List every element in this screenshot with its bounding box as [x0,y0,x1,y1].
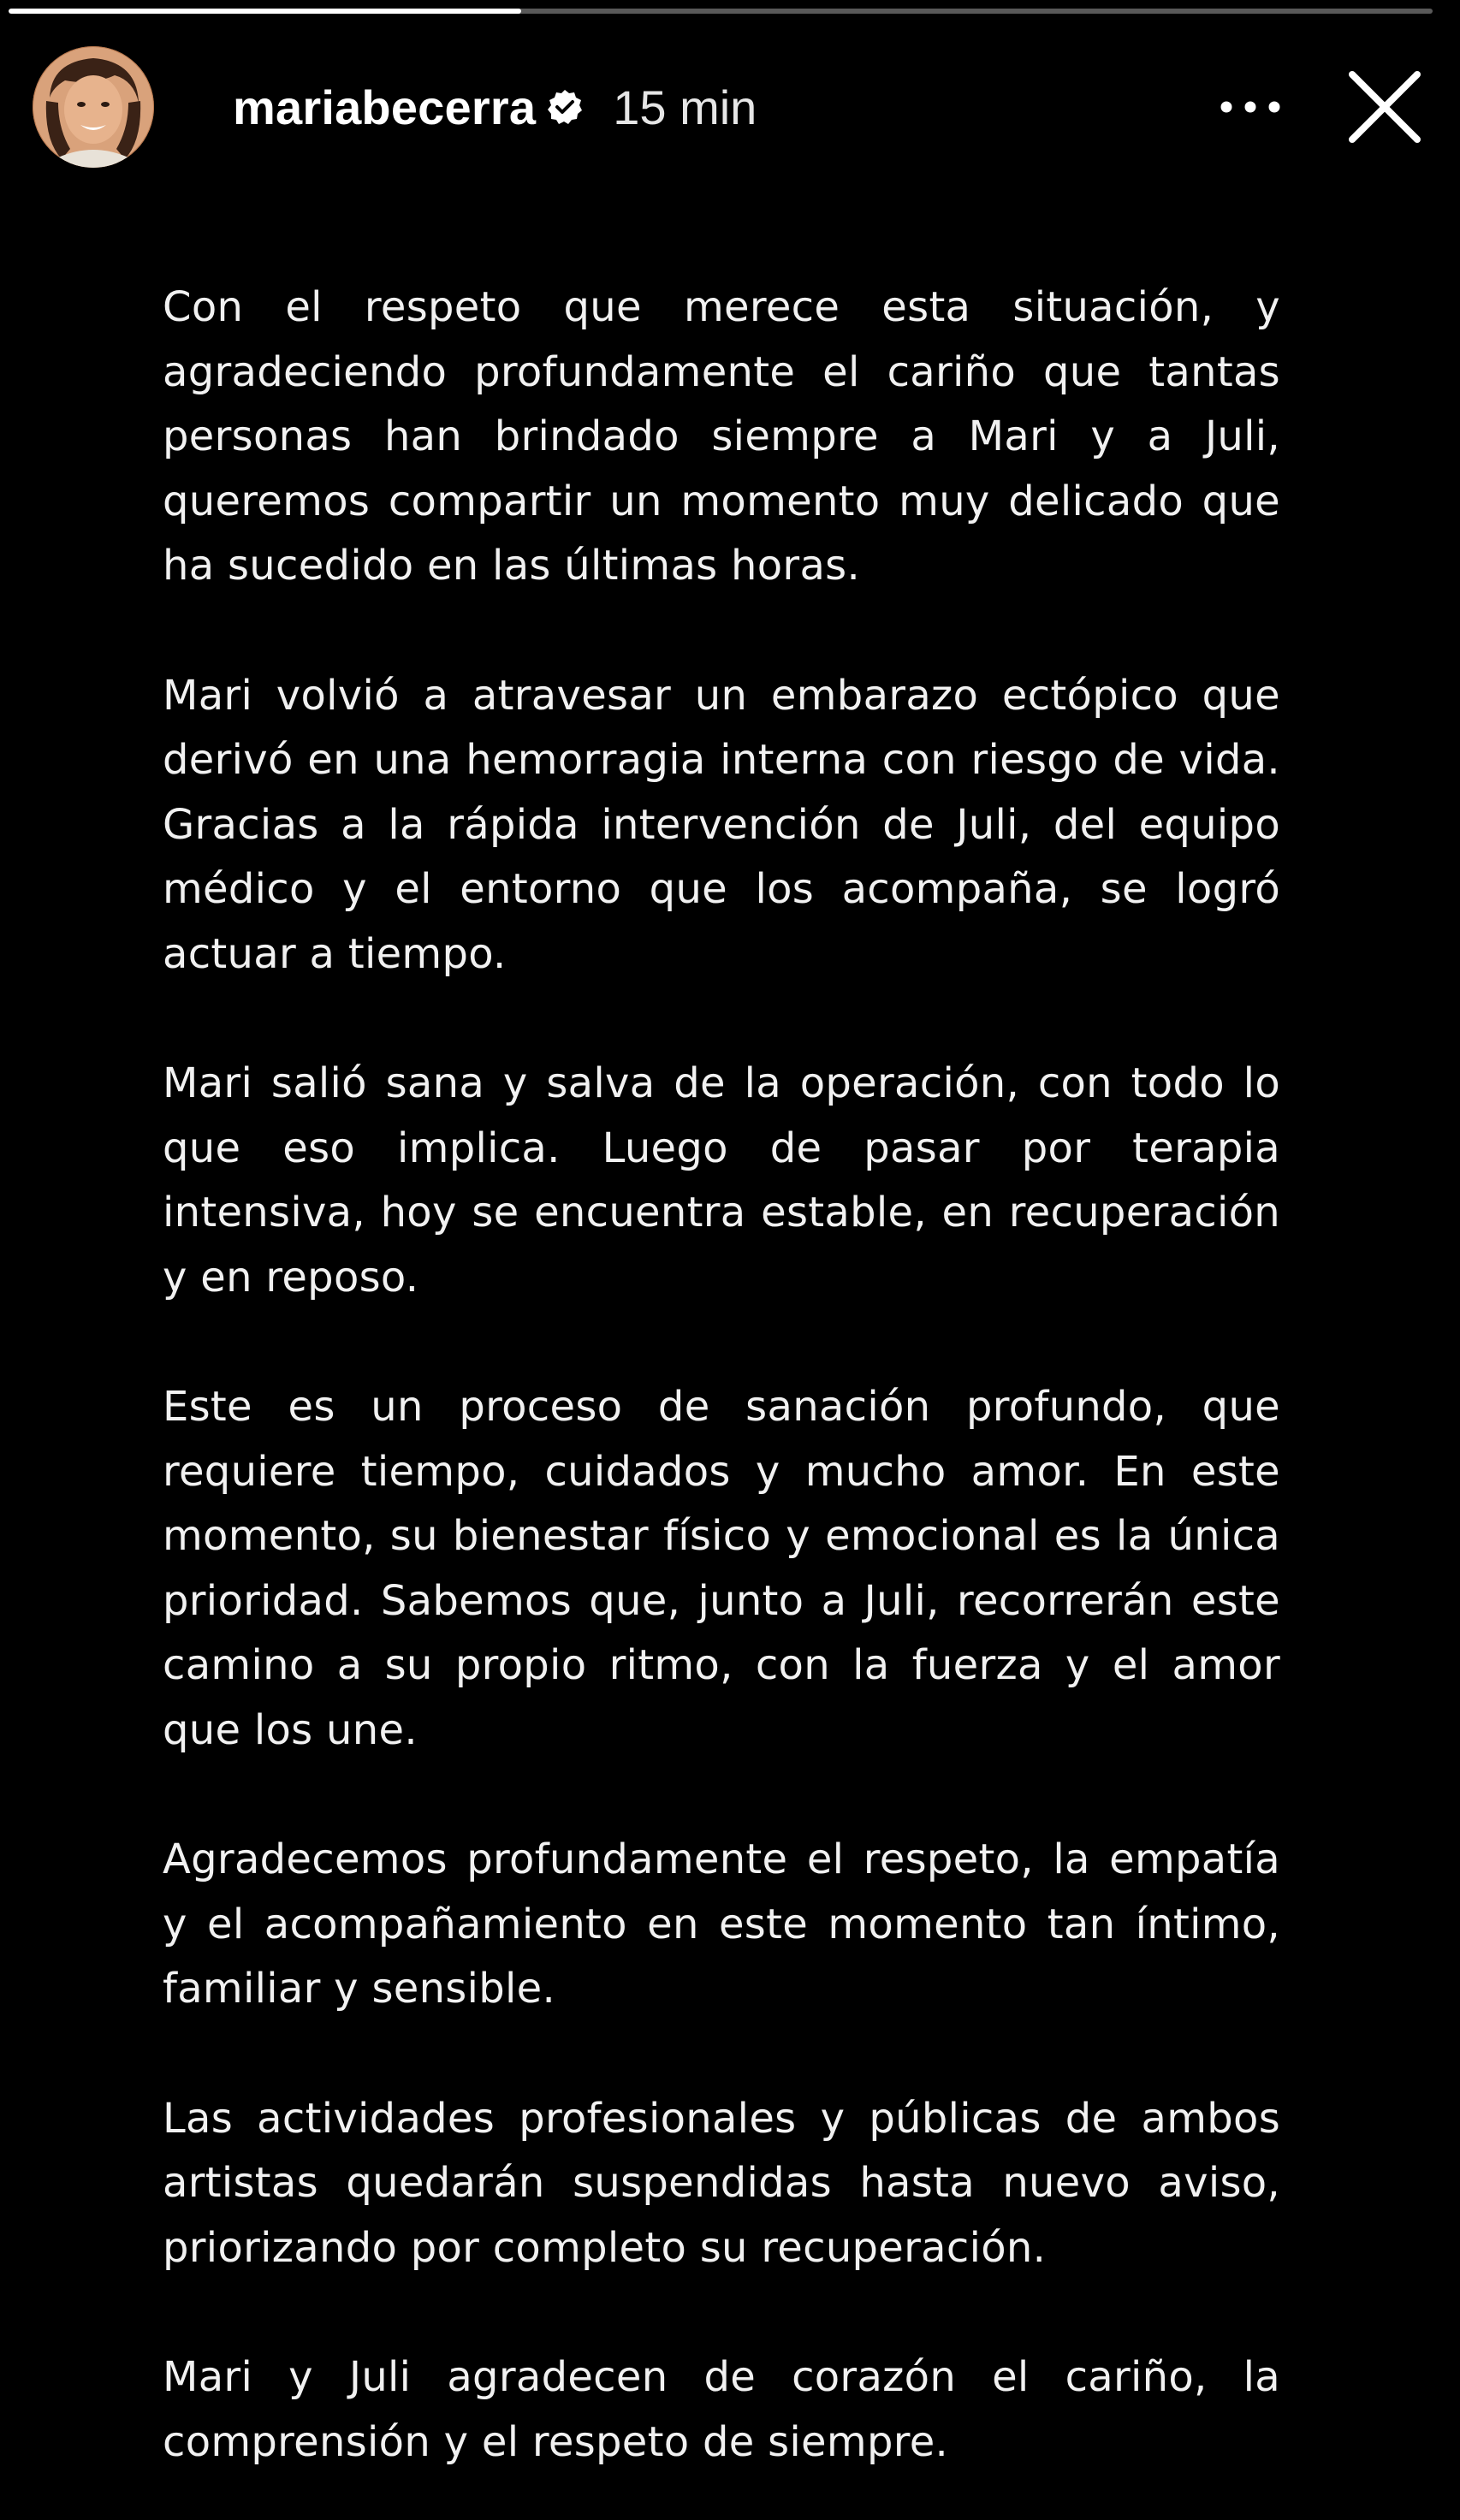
statement-paragraph: Mari volvió a atravesar un embarazo ectópico que derivó en una hemorragia interna con riesgo de vida. Gracias a la rápida intervención de Juli, del equipo médico y el entorno que los acompaña, se logró actuar a tiempo. [163,671,1280,978]
username[interactable]: mariabecerra [233,80,537,134]
story-progress-bar [9,9,1433,14]
close-icon [1347,69,1422,145]
statement-paragraph: Mari salió sana y salva de la operación, con todo lo que eso implica. Luego de pasar por terapia intensiva, hoy se encuentra estable, en recuperación y en reposo. [163,1059,1280,1302]
statement-paragraph: Las actividades profesionales y públicas de ambos artistas quedarán suspendidas hasta nuevo aviso, priorizando por completo su recuperación. [163,2094,1280,2272]
verified-badge-icon [546,88,584,126]
avatar[interactable] [33,46,154,168]
statement-paragraph: Mari y Juli agradecen de corazón el cariño, la comprensión y el respeto de siempre. [163,2353,1280,2466]
statement-paragraph: Con el respeto que merece esta situación, y agradeciendo profundamente el cariño que tantas personas han brindado siempre a Mari y a Juli, queremos compartir un momento muy delicado que ha sucedido en las últimas horas. [163,283,1280,590]
statement-paragraph: Este es un proceso de sanación profundo, que requiere tiempo, cuidados y mucho amor. En este momento, su bienestar físico y emocional es la única prioridad. Sabemos que, junto a Juli, recorrerán este camino a su propio ritmo, con la fuerza y el amor que los une. [163,1383,1280,1755]
more-horizontal-icon [1220,100,1281,114]
story-header [33,44,1427,169]
more-options-button[interactable] [1212,81,1289,133]
story-timestamp: 15 min [613,80,757,134]
story-text-content [163,276,1280,2475]
close-button[interactable] [1345,68,1424,146]
story-progress-fill [9,9,521,14]
statement-paragraph: Agradecemos profundamente el respeto, la empatía y el acompañamiento en este momento tan íntimo, familiar y sensible. [163,1835,1280,2013]
